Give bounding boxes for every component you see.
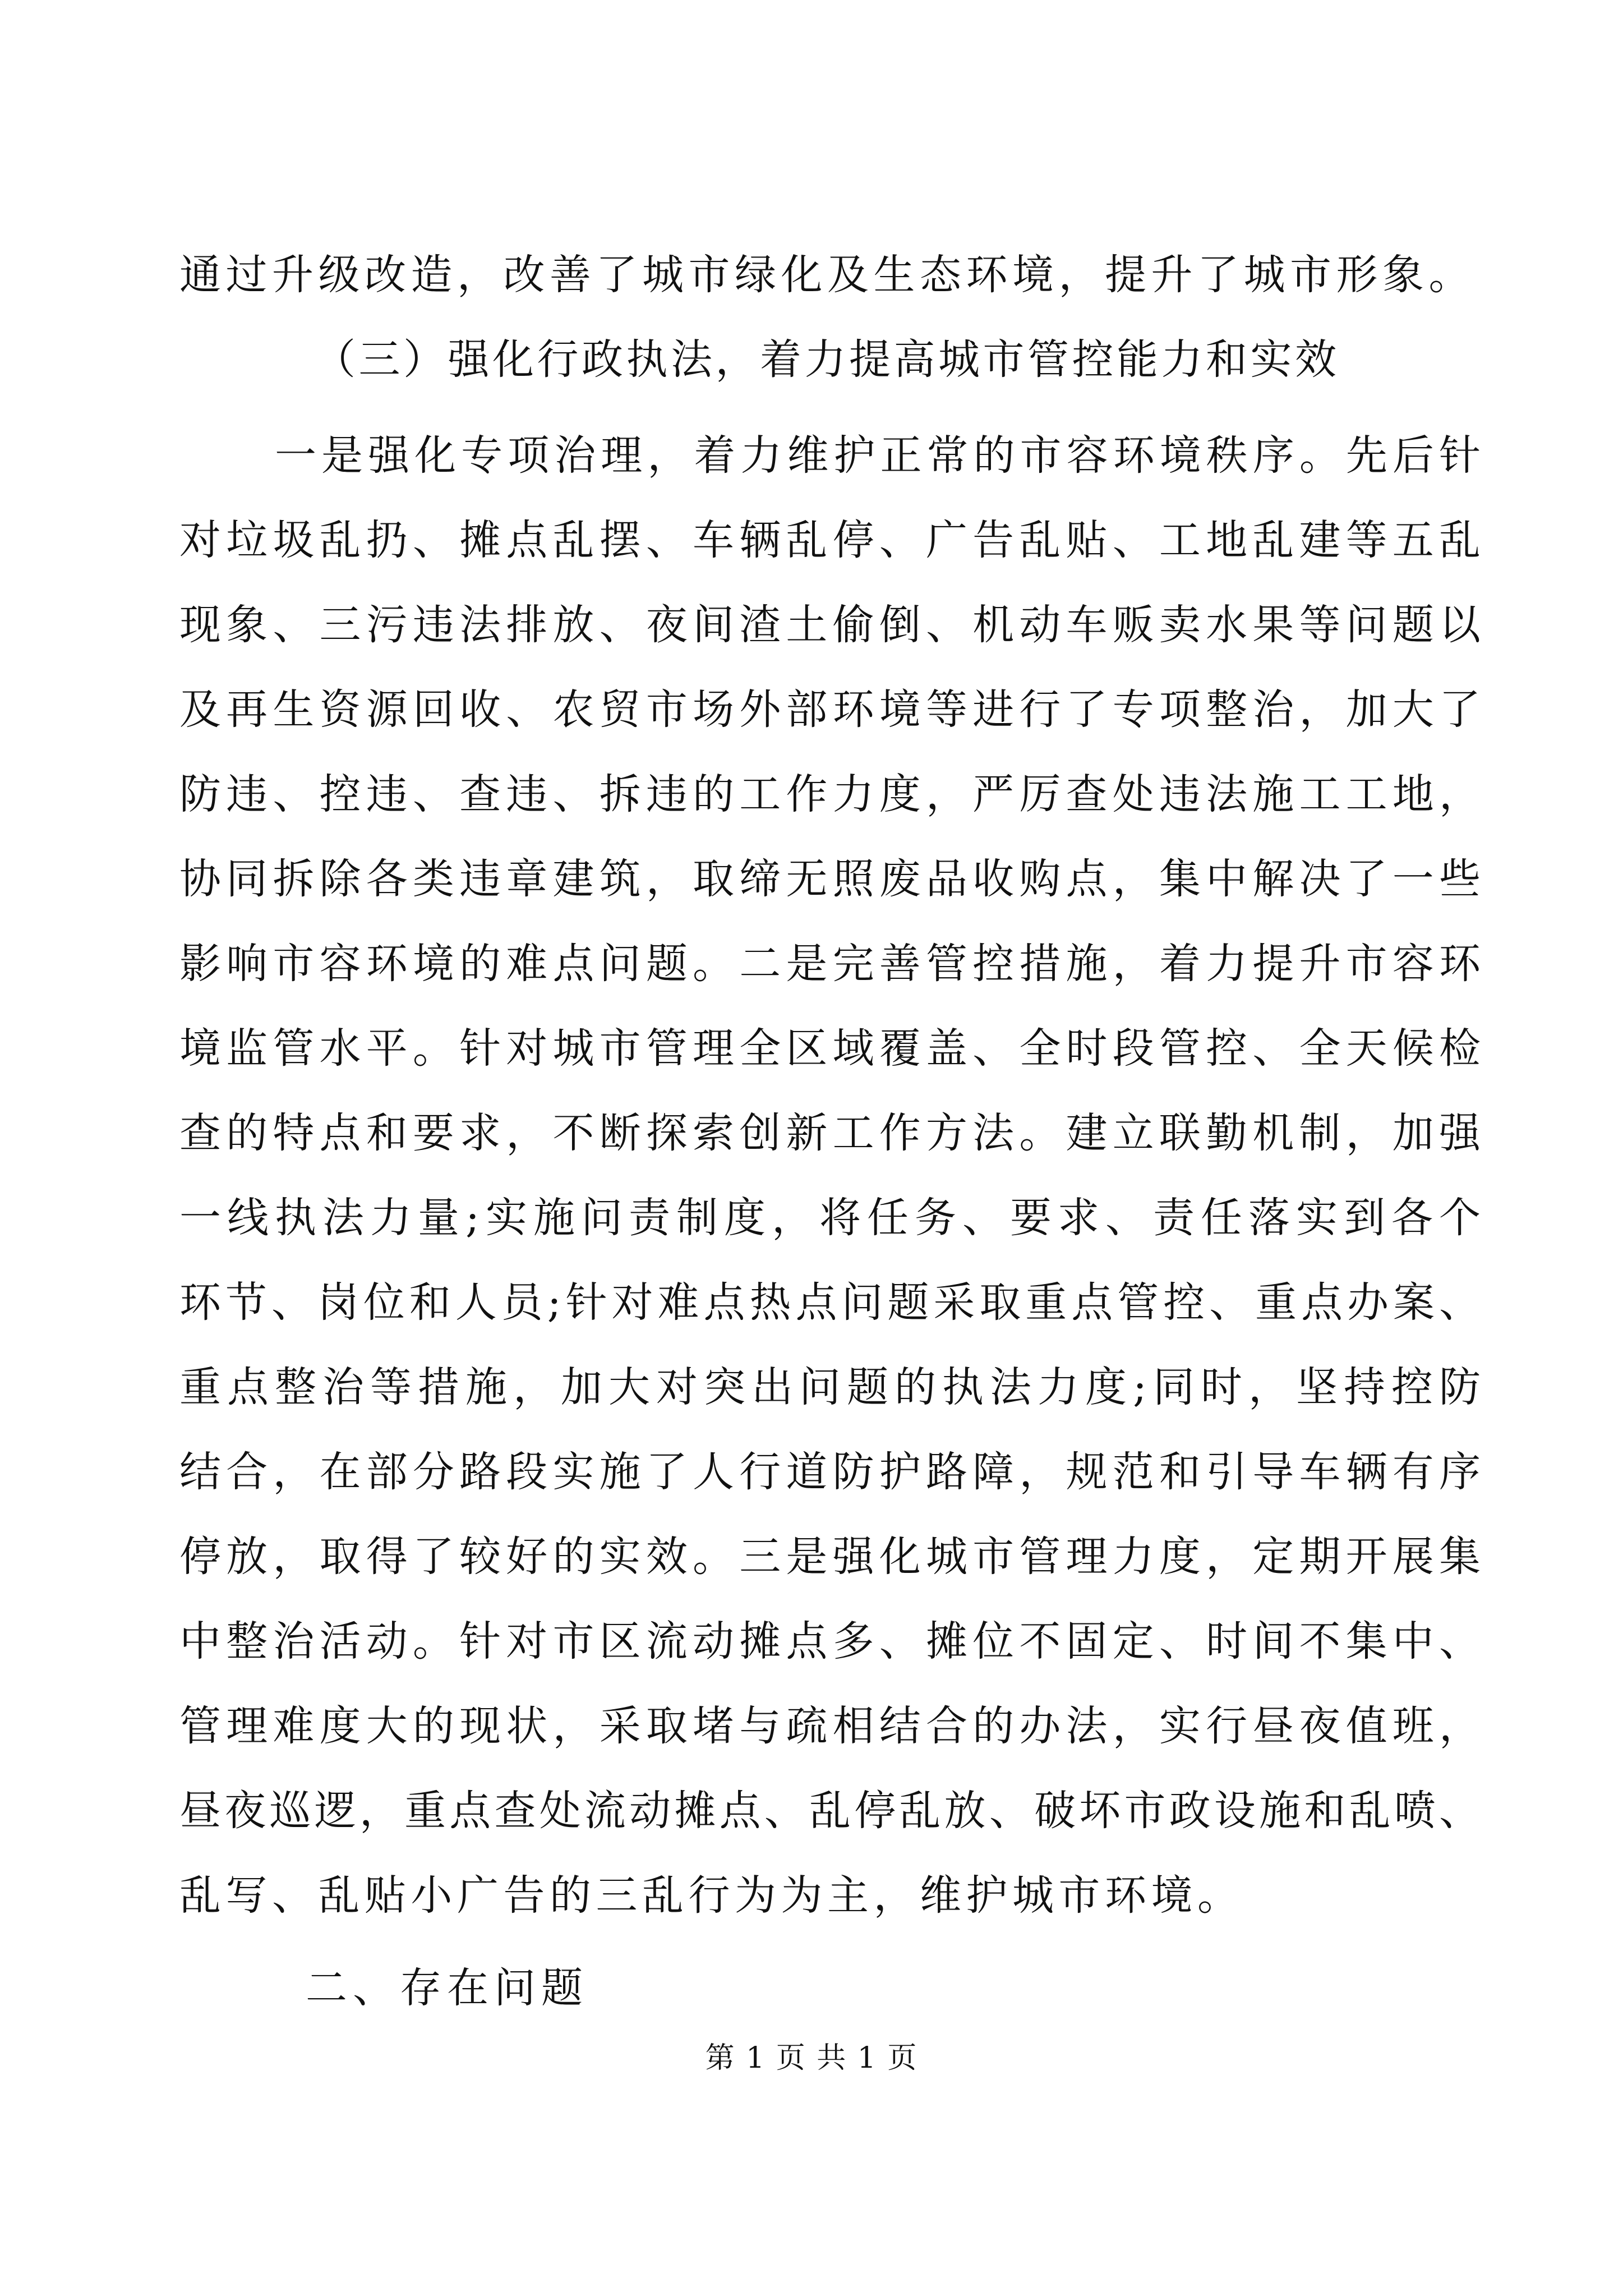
paragraph-line-7: 防违、控违、查违、拆违的工作力度，严厉查处违法施工工地，	[179, 770, 1481, 818]
paragraph-line-18: 管理难度大的现状，采取堵与疏相结合的办法，实行昼夜值班，	[179, 1702, 1481, 1750]
paragraph-line-17: 中整治活动。针对市区流动摊点多、摊位不固定、时间不集中、	[179, 1617, 1481, 1665]
paragraph-line-12: 一线执法力量;实施问责制度，将任务、要求、责任落实到各个	[179, 1194, 1481, 1242]
paragraph-line-20: 乱写、乱贴小广告的三乱行为为主，维护城市环境。	[179, 1871, 1244, 1920]
paragraph-line-11: 查的特点和要求，不断探索创新工作方法。建立联勤机制，加强	[179, 1109, 1481, 1157]
paragraph-line-14: 重点整治等措施，加大对突出问题的执法力度;同时，坚持控防	[179, 1363, 1481, 1411]
paragraph-line-15: 结合，在部分路段实施了人行道防护路障，规范和引导车辆有序	[179, 1448, 1481, 1496]
paragraph-line-16: 停放，取得了较好的实效。三是强化城市管理力度，定期开展集	[179, 1533, 1481, 1581]
paragraph-line-4: 对垃圾乱扔、摊点乱摆、车辆乱停、广告乱贴、工地乱建等五乱	[179, 516, 1481, 564]
paragraph-line-13: 环节、岗位和人员;针对难点热点问题采取重点管控、重点办案、	[179, 1278, 1481, 1327]
paragraph-line-1: 通过升级改造，改善了城市绿化及生态环境，提升了城市形象。	[179, 251, 1475, 299]
paragraph-line-10: 境监管水平。针对城市管理全区域覆盖、全时段管控、全天候检	[179, 1024, 1481, 1073]
paragraph-line-6: 及再生资源回收、农贸市场外部环境等进行了专项整治，加大了	[179, 685, 1481, 734]
paragraph-line-5: 现象、三污违法排放、夜间渣土偷倒、机动车贩卖水果等问题以	[179, 601, 1481, 649]
paragraph-line-8: 协同拆除各类违章建筑，取缔无照废品收购点，集中解决了一些	[179, 855, 1481, 903]
paragraph-line-3: 一是强化专项治理，着力维护正常的市容环境秩序。先后针	[275, 431, 1481, 480]
page-number-footer: 第 1 页 共 1 页	[705, 2041, 918, 2075]
paragraph-line-19: 昼夜巡逻，重点查处流动摊点、乱停乱放、破坏市政设施和乱喷、	[179, 1787, 1481, 1835]
section-heading-issues: 二、存在问题	[306, 1964, 588, 2012]
paragraph-line-9: 影响市容环境的难点问题。二是完善管控措施，着力提升市容环	[179, 940, 1481, 988]
section-heading-three: （三）强化行政执法，着力提高城市管控能力和实效	[314, 335, 1340, 384]
